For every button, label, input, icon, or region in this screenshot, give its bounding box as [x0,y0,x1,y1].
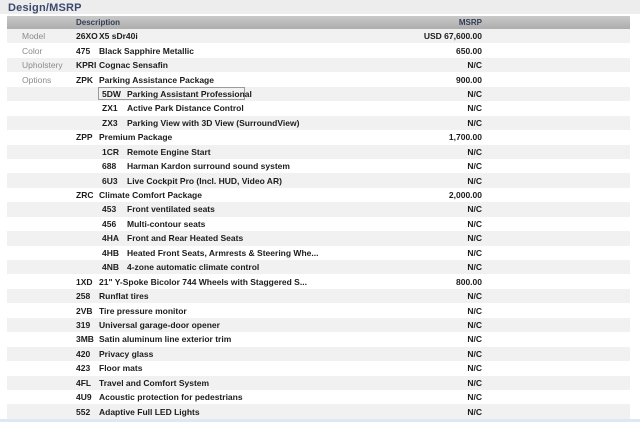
msrp-value: N/C [467,319,482,330]
table-row[interactable] [7,202,630,216]
option-code: ZPK [76,74,93,85]
table-row[interactable] [7,72,630,86]
option-description: Adaptive Full LED Lights [99,406,200,417]
title-band [0,0,640,14]
option-code: 423 [76,363,91,374]
option-code: 4HB [102,247,120,258]
table-row[interactable] [7,376,630,390]
table-row[interactable] [7,332,630,346]
option-description: Heated Front Seats, Armrests & Steering Whe... [127,247,319,258]
table-rows [7,29,630,419]
msrp-value: N/C [467,406,482,417]
option-code: ZX1 [102,103,118,114]
table-row[interactable] [7,347,630,361]
table-row[interactable] [7,404,630,418]
msrp-value: 650.00 [456,45,482,56]
option-description: Parking View with 3D View (SurroundView) [127,117,300,128]
column-header-msrp: MSRP [458,18,482,27]
option-code: 456 [102,218,117,229]
msrp-value: N/C [467,334,482,345]
option-description: Floor mats [99,363,143,374]
option-code: 2VB [76,305,93,316]
msrp-value: N/C [467,291,482,302]
option-code: 453 [102,204,117,215]
msrp-value: USD 67,600.00 [423,31,482,42]
column-header-description: Description [76,18,121,27]
option-description: Black Sapphire Metallic [99,45,194,56]
option-description: X5 sDr40i [99,31,138,42]
table-row[interactable] [7,217,630,231]
msrp-value: N/C [467,233,482,244]
msrp-value: N/C [467,60,482,71]
option-description: Climate Comfort Package [99,190,202,201]
option-code: 475 [76,45,91,56]
table-row[interactable] [7,58,630,72]
option-description: Tire pressure monitor [99,305,187,316]
option-description: Cognac Sensafin [99,60,168,71]
option-code: 1CR [102,146,120,157]
option-code: 4U9 [76,392,92,403]
option-code: 688 [102,161,117,172]
msrp-value: N/C [467,218,482,229]
table-row[interactable] [7,159,630,173]
category-label: Model [22,31,46,42]
msrp-value: N/C [467,88,482,99]
table-row[interactable] [7,274,630,288]
table-row[interactable] [7,29,630,43]
msrp-value: N/C [467,262,482,273]
table-row[interactable] [7,231,630,245]
option-description: Privacy glass [99,348,154,359]
option-description: Universal garage-door opener [99,319,220,330]
msrp-value: N/C [467,392,482,403]
table-row[interactable] [7,390,630,404]
msrp-value: 1,700.00 [448,132,482,143]
option-code: 3MB [76,334,94,345]
option-code: 5DW [102,88,121,99]
msrp-value: N/C [467,377,482,388]
msrp-value: N/C [467,175,482,186]
table-row[interactable] [7,87,630,101]
table-row[interactable] [7,173,630,187]
msrp-value: 2,000.00 [448,190,482,201]
option-description: Acoustic protection for pedestrians [99,392,243,403]
option-code: KPRI [76,60,97,71]
table-row[interactable] [7,246,630,260]
option-code: 4HA [102,233,120,244]
msrp-value: N/C [467,146,482,157]
option-description: Satin aluminum line exterior trim [99,334,232,345]
table-row[interactable] [7,318,630,332]
table-row[interactable] [7,188,630,202]
option-code: 26XO [76,31,98,42]
option-code: 258 [76,291,91,302]
option-code: 4NB [102,262,120,273]
msrp-value: N/C [467,305,482,316]
option-description: Multi-contour seats [127,218,206,229]
option-description: Front and Rear Heated Seats [127,233,244,244]
category-label: Options [22,74,52,85]
msrp-value: N/C [467,161,482,172]
option-code: 4FL [76,377,92,388]
table-row[interactable] [7,289,630,303]
option-description: 4-zone automatic climate control [127,262,260,273]
option-code: ZRC [76,190,94,201]
option-code: 552 [76,406,91,417]
option-description: Runflat tires [99,291,149,302]
option-description: Front ventilated seats [127,204,215,215]
msrp-value: N/C [467,363,482,374]
option-code: 1XD [76,276,93,287]
option-description: Active Park Distance Control [127,103,244,114]
option-description: Parking Assistant Professional [127,88,252,99]
msrp-value: 900.00 [456,74,482,85]
msrp-value: N/C [467,247,482,258]
option-description: 21" Y-Spoke Bicolor 744 Wheels with Staggered S... [99,276,307,287]
option-description: Travel and Comfort System [99,377,210,388]
table-row[interactable] [7,303,630,317]
category-label: Color [22,45,43,56]
category-label: Upholstery [22,60,63,71]
table-row[interactable] [7,260,630,274]
option-description: Remote Engine Start [127,146,211,157]
table-row[interactable] [7,101,630,115]
msrp-value: N/C [467,103,482,114]
page-title: Design/MSRP [8,2,82,14]
option-code: 319 [76,319,91,330]
msrp-value: N/C [467,204,482,215]
table-row[interactable] [7,116,630,130]
table-row[interactable] [7,43,630,57]
option-description: Premium Package [99,132,173,143]
option-code: 420 [76,348,91,359]
table-header [7,16,630,29]
option-description: Parking Assistance Package [99,74,214,85]
option-code: 6U3 [102,175,118,186]
table-row[interactable] [7,361,630,375]
msrp-value: N/C [467,348,482,359]
option-description: Harman Kardon surround sound system [127,161,290,172]
option-code: ZX3 [102,117,118,128]
table-row[interactable] [7,130,630,144]
msrp-value: 800.00 [456,276,482,287]
option-code: ZPP [76,132,93,143]
table-row[interactable] [7,145,630,159]
option-description: Live Cockpit Pro (Incl. HUD, Video AR) [127,175,282,186]
msrp-value: N/C [467,117,482,128]
